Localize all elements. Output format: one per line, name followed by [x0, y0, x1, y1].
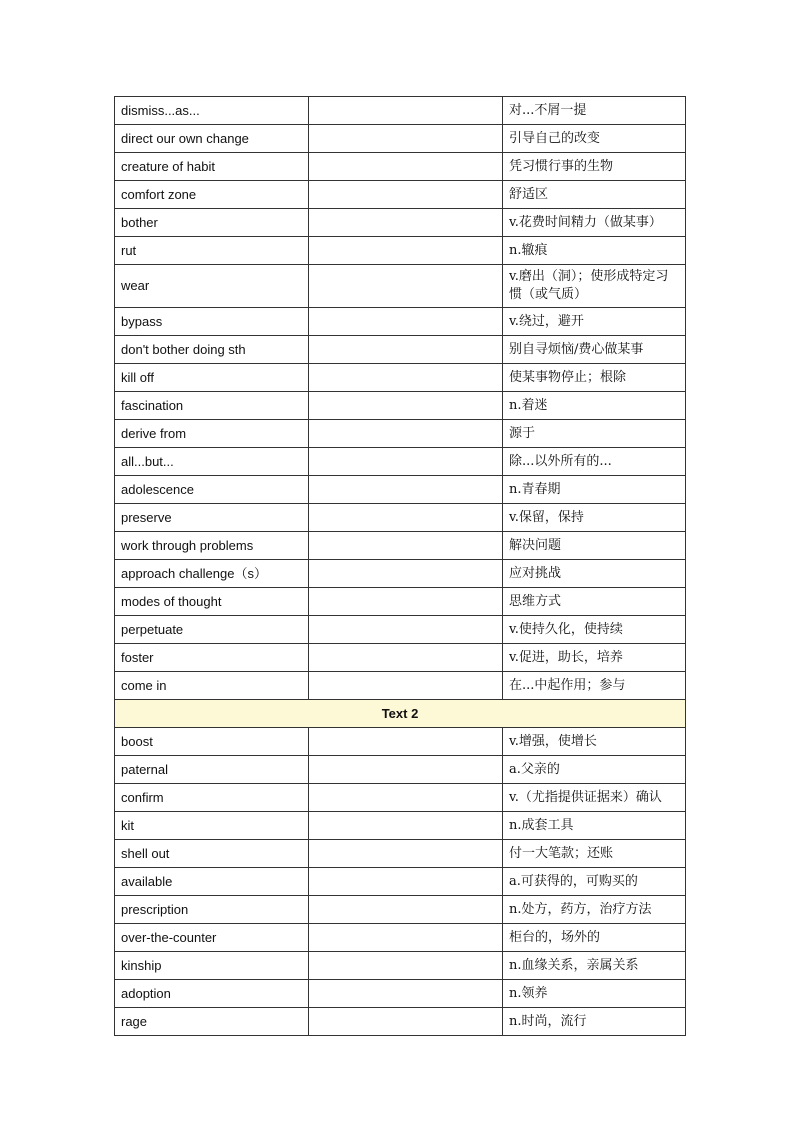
- meaning-cell: 应对挑战: [503, 560, 686, 588]
- term-cell: bother: [115, 209, 309, 237]
- term-cell: comfort zone: [115, 181, 309, 209]
- term-cell: approach challenge（s）: [115, 560, 309, 588]
- note-cell: [309, 476, 503, 504]
- note-cell: [309, 728, 503, 756]
- note-cell: [309, 237, 503, 265]
- term-cell: available: [115, 868, 309, 896]
- note-cell: [309, 308, 503, 336]
- meaning-cell: 在...中起作用；参与: [503, 672, 686, 700]
- note-cell: [309, 209, 503, 237]
- term-cell: dismiss...as...: [115, 97, 309, 125]
- term-cell: kinship: [115, 952, 309, 980]
- term-cell: adolescence: [115, 476, 309, 504]
- note-cell: [309, 672, 503, 700]
- vocab-row: [115, 644, 686, 672]
- meaning-cell: n.血缘关系，亲属关系: [503, 952, 686, 980]
- vocab-row: [115, 1008, 686, 1036]
- note-cell: [309, 448, 503, 476]
- meaning-cell: 柜台的，场外的: [503, 924, 686, 952]
- term-cell: adoption: [115, 980, 309, 1008]
- meaning-cell: 付一大笔款；还账: [503, 840, 686, 868]
- vocab-row: [115, 756, 686, 784]
- vocab-row: [115, 265, 686, 308]
- term-cell: modes of thought: [115, 588, 309, 616]
- note-cell: [309, 392, 503, 420]
- vocab-row: [115, 209, 686, 237]
- note-cell: [309, 1008, 503, 1036]
- meaning-cell: n.青春期: [503, 476, 686, 504]
- meaning-cell: v.绕过，避开: [503, 308, 686, 336]
- note-cell: [309, 560, 503, 588]
- meaning-cell: v.增强，使增长: [503, 728, 686, 756]
- vocab-row: [115, 616, 686, 644]
- note-cell: [309, 364, 503, 392]
- vocab-row: [115, 448, 686, 476]
- vocab-row: [115, 588, 686, 616]
- term-cell: derive from: [115, 420, 309, 448]
- note-cell: [309, 980, 503, 1008]
- vocab-row: [115, 181, 686, 209]
- note-cell: [309, 616, 503, 644]
- term-cell: boost: [115, 728, 309, 756]
- vocab-row: [115, 504, 686, 532]
- note-cell: [309, 644, 503, 672]
- vocab-row: [115, 364, 686, 392]
- term-cell: come in: [115, 672, 309, 700]
- vocabulary-table: [114, 96, 686, 1036]
- note-cell: [309, 125, 503, 153]
- vocab-row: [115, 476, 686, 504]
- term-cell: bypass: [115, 308, 309, 336]
- vocab-row: [115, 784, 686, 812]
- note-cell: [309, 784, 503, 812]
- term-cell: fascination: [115, 392, 309, 420]
- meaning-cell: n.辙痕: [503, 237, 686, 265]
- vocab-row: [115, 812, 686, 840]
- note-cell: [309, 336, 503, 364]
- note-cell: [309, 97, 503, 125]
- term-cell: shell out: [115, 840, 309, 868]
- term-cell: foster: [115, 644, 309, 672]
- meaning-cell: v.保留，保持: [503, 504, 686, 532]
- term-cell: wear: [115, 265, 309, 308]
- term-cell: kit: [115, 812, 309, 840]
- section-header-row: [115, 700, 686, 728]
- term-cell: creature of habit: [115, 153, 309, 181]
- note-cell: [309, 588, 503, 616]
- vocab-row: [115, 840, 686, 868]
- meaning-cell: 引导自己的改变: [503, 125, 686, 153]
- meaning-cell: 别自寻烦恼/费心做某事: [503, 336, 686, 364]
- vocab-row: [115, 896, 686, 924]
- meaning-cell: 思维方式: [503, 588, 686, 616]
- term-cell: confirm: [115, 784, 309, 812]
- note-cell: [309, 868, 503, 896]
- vocab-row: [115, 153, 686, 181]
- note-cell: [309, 756, 503, 784]
- vocab-row: [115, 532, 686, 560]
- term-cell: rage: [115, 1008, 309, 1036]
- term-cell: direct our own change: [115, 125, 309, 153]
- vocab-row: [115, 728, 686, 756]
- vocab-row: [115, 980, 686, 1008]
- note-cell: [309, 812, 503, 840]
- meaning-cell: v.使持久化，使持续: [503, 616, 686, 644]
- meaning-cell: 舒适区: [503, 181, 686, 209]
- meaning-cell: n.时尚，流行: [503, 1008, 686, 1036]
- term-cell: kill off: [115, 364, 309, 392]
- vocab-row: [115, 237, 686, 265]
- meaning-cell: v.（尤指提供证据来）确认: [503, 784, 686, 812]
- term-cell: don't bother doing sth: [115, 336, 309, 364]
- meaning-cell: 除...以外所有的...: [503, 448, 686, 476]
- meaning-cell: a.父亲的: [503, 756, 686, 784]
- term-cell: perpetuate: [115, 616, 309, 644]
- term-cell: over-the-counter: [115, 924, 309, 952]
- term-cell: paternal: [115, 756, 309, 784]
- meaning-cell: 源于: [503, 420, 686, 448]
- note-cell: [309, 265, 503, 308]
- meaning-cell: v.促进，助长，培养: [503, 644, 686, 672]
- vocab-row: [115, 336, 686, 364]
- meaning-cell: a.可获得的，可购买的: [503, 868, 686, 896]
- meaning-cell: n.着迷: [503, 392, 686, 420]
- meaning-cell: 使某事物停止；根除: [503, 364, 686, 392]
- note-cell: [309, 420, 503, 448]
- meaning-cell: n.处方，药方，治疗方法: [503, 896, 686, 924]
- note-cell: [309, 153, 503, 181]
- vocab-row: [115, 672, 686, 700]
- meaning-cell: 对...不屑一提: [503, 97, 686, 125]
- vocabulary-table-body: [115, 97, 686, 1036]
- vocab-row: [115, 420, 686, 448]
- term-cell: prescription: [115, 896, 309, 924]
- note-cell: [309, 181, 503, 209]
- vocab-row: [115, 952, 686, 980]
- vocab-row: [115, 392, 686, 420]
- vocab-row: [115, 868, 686, 896]
- vocab-row: [115, 97, 686, 125]
- vocab-row: [115, 125, 686, 153]
- note-cell: [309, 952, 503, 980]
- note-cell: [309, 924, 503, 952]
- note-cell: [309, 840, 503, 868]
- vocab-row: [115, 308, 686, 336]
- section-title: Text 2: [115, 700, 686, 728]
- vocab-row: [115, 560, 686, 588]
- note-cell: [309, 532, 503, 560]
- meaning-cell: v.花费时间精力（做某事）: [503, 209, 686, 237]
- term-cell: rut: [115, 237, 309, 265]
- meaning-cell: v.磨出（洞）；使形成特定习惯（或气质）: [503, 265, 686, 308]
- term-cell: all...but...: [115, 448, 309, 476]
- meaning-cell: n.成套工具: [503, 812, 686, 840]
- note-cell: [309, 896, 503, 924]
- meaning-cell: 解决问题: [503, 532, 686, 560]
- note-cell: [309, 504, 503, 532]
- vocab-row: [115, 924, 686, 952]
- term-cell: work through problems: [115, 532, 309, 560]
- term-cell: preserve: [115, 504, 309, 532]
- meaning-cell: 凭习惯行事的生物: [503, 153, 686, 181]
- meaning-cell: n.领养: [503, 980, 686, 1008]
